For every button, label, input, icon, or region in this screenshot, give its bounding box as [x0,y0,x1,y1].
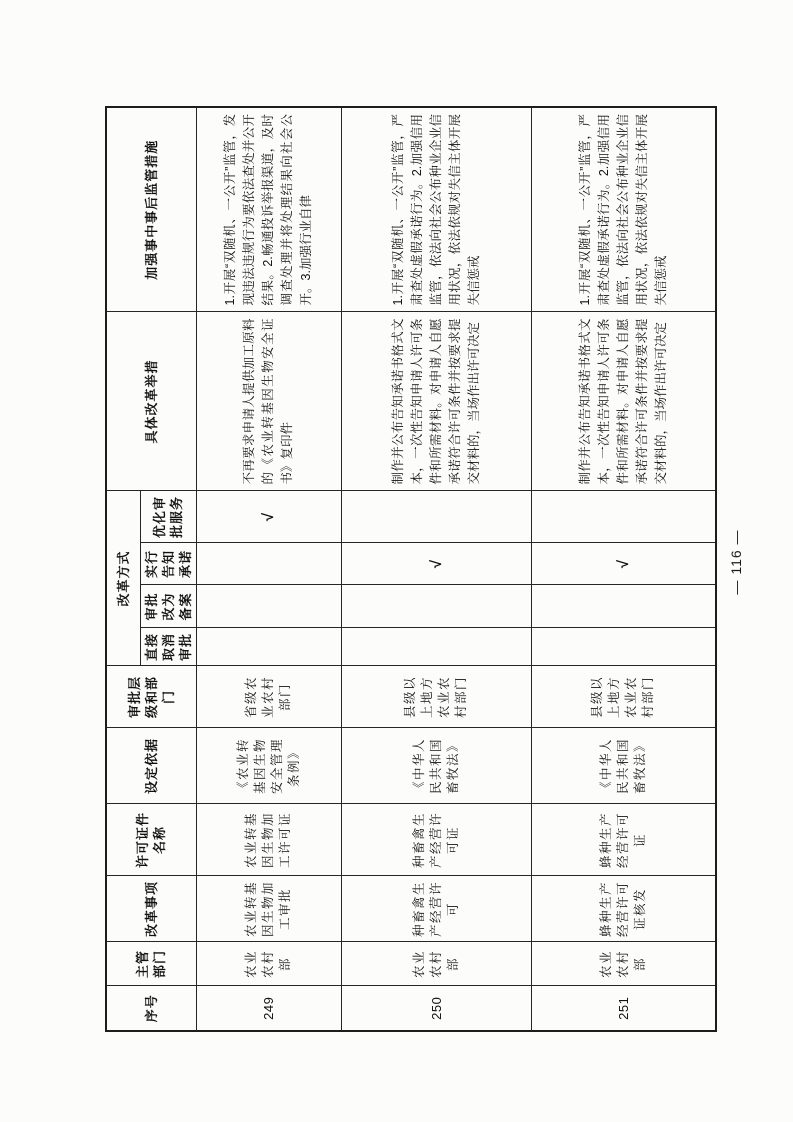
col-header-basis: 设定依据 [106,728,196,804]
reform-items-table [105,106,717,1032]
cell-supervision: 1.开展“双随机、一公开”监管，发现违法违规行为要依法查处并公开结果。2.畅通投诉举报渠道，及时调查处理并将处理结果向社会公开。3.加强行业自律 [196,107,341,312]
cell-cert: 农业转基因生物加工许可证 [196,804,341,876]
cell-mode-optimize-checkmark: √ [196,491,341,543]
cell-level: 县级以上地方农业农村部门 [341,666,531,728]
cell-mode-direct-cancel [196,628,341,666]
cell-mode-to-record [341,585,531,628]
table-row-250 [341,107,531,1031]
cell-dept: 农业农村部 [341,942,531,986]
col-header-level: 审批层级和部门 [106,666,196,728]
cell-mode-optimize [341,491,531,543]
header-row-main [106,107,140,1031]
cell-measures: 不再要求申请人提供加工原料的《农业转基因生物安全证书》复印件 [196,312,341,491]
cell-mode-optimize [531,491,716,543]
cell-basis: 《中华人民共和国畜牧法》 [531,728,716,804]
cell-basis: 《农业转基因生物安全管理条例》 [196,728,341,804]
table-row-251 [531,107,716,1031]
cell-cert: 种畜禽生产经营许可证 [341,804,531,876]
cell-serial: 250 [341,986,531,1031]
col-header-item: 改革事项 [106,876,196,942]
col-header-mode: 改革方式 [106,491,140,666]
cell-level: 县级以上地方农业农村部门 [531,666,716,728]
cell-supervision: 1.开展“双随机、一公开”监管，严肃查处虚假承诺行为。2.加强信用监管，依法向社会公布种业企业信用状况，依法依规对失信主体开展失信惩戒 [341,107,531,312]
col-header-measures: 具体改革举措 [106,312,196,491]
cell-basis: 《中华人民共和国畜牧法》 [341,728,531,804]
col-header-mode-optimize: 优化审批服务 [140,491,196,543]
table-row-249 [196,107,341,1031]
cell-mode-notify-pledge [196,543,341,585]
col-header-supervision: 加强事中事后监管措施 [106,107,196,312]
cell-mode-notify-pledge-checkmark: √ [341,543,531,585]
page-number: — 116 — [728,529,744,595]
col-header-serial: 序号 [106,986,196,1031]
cell-mode-direct-cancel [531,628,716,666]
cell-cert: 蜂种生产经营许可证 [531,804,716,876]
cell-measures: 制作并公布告知承诺书格式文本，一次性告知申请人许可条件和所需材料。对申请人自愿承诺符合许可条件并按要求提交材料的，当场作出许可决定 [341,312,531,491]
cell-serial: 251 [531,986,716,1031]
cell-item: 蜂种生产经营许可证核发 [531,876,716,942]
col-header-mode-direct-cancel: 直接取消审批 [140,628,196,666]
cell-mode-to-record [531,585,716,628]
col-header-mode-to-record: 审批改为备案 [140,585,196,628]
col-header-mode-notify-pledge: 实行告知承诺 [140,543,196,585]
cell-item: 农业转基因生物加工审批 [196,876,341,942]
cell-item: 种畜禽生产经营许可 [341,876,531,942]
cell-mode-to-record [196,585,341,628]
cell-mode-direct-cancel [341,628,531,666]
col-header-dept: 主管部门 [106,942,196,986]
cell-serial: 249 [196,986,341,1031]
cell-supervision: 1.开展“双随机、一公开”监管，严肃查处虚假承诺行为。2.加强信用监管，依法向社会公布种业企业信用状况，依法依规对失信主体开展失信惩戒 [531,107,716,312]
cell-dept: 农业农村部 [196,942,341,986]
col-header-cert: 许可证件名称 [106,804,196,876]
cell-mode-notify-pledge-checkmark: √ [531,543,716,585]
cell-measures: 制作并公布告知承诺书格式文本，一次性告知申请人许可条件和所需材料。对申请人自愿承诺符合许可条件并按要求提交材料的，当场作出许可决定 [531,312,716,491]
cell-dept: 农业农村部 [531,942,716,986]
cell-level: 省级农业农村部门 [196,666,341,728]
